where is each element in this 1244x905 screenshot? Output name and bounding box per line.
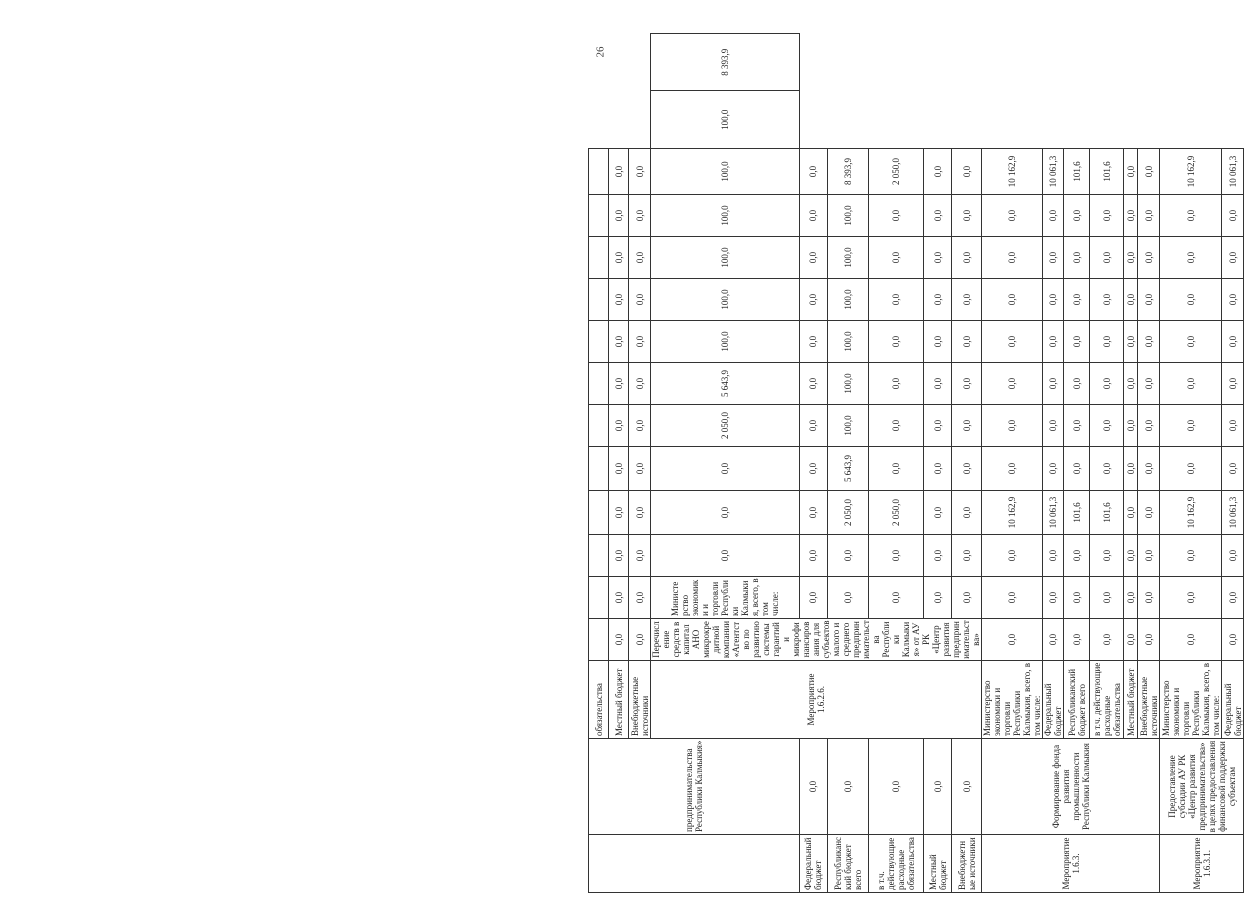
table-cell: 100,0 <box>827 195 869 237</box>
table-cell: 0,0 <box>952 491 982 535</box>
table-cell: 0,0 <box>1043 619 1064 661</box>
table-row <box>924 34 952 893</box>
table-cell: 0,0 <box>869 405 924 447</box>
table-cell: 0,0 <box>869 535 924 577</box>
table-cell: 0,0 <box>924 237 952 279</box>
table-cell: 8 393,9 <box>827 149 869 195</box>
table-cell: 0,0 <box>1124 363 1138 405</box>
table-row <box>982 34 1043 893</box>
table-cell: 0,0 <box>1160 447 1222 491</box>
table-cell: 0,0 <box>1222 363 1244 405</box>
table-cell: 0,0 <box>869 739 924 835</box>
table-cell: 0,0 <box>827 577 869 619</box>
table-cell: 0,0 <box>1043 195 1064 237</box>
table-cell: 0,0 <box>1138 237 1160 279</box>
table-cell: 0,0 <box>869 363 924 405</box>
table-cell: 0,0 <box>1043 321 1064 363</box>
table-cell: 0,0 <box>1138 195 1160 237</box>
table-cell: 0,0 <box>1124 619 1138 661</box>
table-cell: 0,0 <box>1138 279 1160 321</box>
table-cell: 101,6 <box>1064 149 1090 195</box>
table-cell: 0,0 <box>799 363 827 405</box>
table-cell: 10 162,9 <box>1160 491 1222 535</box>
table-cell: 101,6 <box>1064 491 1090 535</box>
table-cell: Местный бюджет <box>924 835 952 893</box>
table-cell: 0,0 <box>629 405 651 447</box>
table-cell: обязательства <box>589 661 609 739</box>
table-cell: 0,0 <box>1124 195 1138 237</box>
table-cell: 0,0 <box>609 321 629 363</box>
table-cell: 0,0 <box>1222 237 1244 279</box>
table-cell: 100,0 <box>651 279 800 321</box>
table-cell: 10 061,3 <box>1043 491 1064 535</box>
table-cell: 2 050,0 <box>869 149 924 195</box>
table-cell: 10 061,3 <box>1222 149 1244 195</box>
table-cell: 0,0 <box>869 577 924 619</box>
table-cell: 0,0 <box>1160 535 1222 577</box>
table-cell: 0,0 <box>1160 237 1222 279</box>
table-cell: 0,0 <box>1138 363 1160 405</box>
table-cell: 0,0 <box>799 739 827 835</box>
table-cell: 0,0 <box>1160 405 1222 447</box>
table-cell: 0,0 <box>609 237 629 279</box>
table-cell: 100,0 <box>651 237 800 279</box>
table-cell <box>589 321 609 363</box>
table-cell: 0,0 <box>1064 577 1090 619</box>
table-cell: 0,0 <box>924 405 952 447</box>
table-cell: 0,0 <box>651 447 800 491</box>
table-cell: Местный бюджет <box>609 661 629 739</box>
table-cell: 0,0 <box>1043 405 1064 447</box>
table-cell: 100,0 <box>827 363 869 405</box>
table-cell: 0,0 <box>952 237 982 279</box>
table-cell: Федеральный бюджет <box>799 835 827 893</box>
table-cell: 0,0 <box>1090 577 1124 619</box>
table-cell: 0,0 <box>982 405 1043 447</box>
table-cell: 0,0 <box>629 279 651 321</box>
table-cell: 10 162,9 <box>982 149 1043 195</box>
table-cell: 0,0 <box>1064 237 1090 279</box>
table-cell: 0,0 <box>1160 363 1222 405</box>
table-cell: 0,0 <box>799 237 827 279</box>
table-cell: 0,0 <box>1043 447 1064 491</box>
table-cell: 0,0 <box>952 279 982 321</box>
table-cell: Министерство экономики и торговли Республики Калмыкия, всего, в том числе: <box>651 577 800 619</box>
budget-table <box>588 33 1244 893</box>
table-cell: 2 050,0 <box>869 491 924 535</box>
table-cell: 0,0 <box>799 321 827 363</box>
table-cell: 0,0 <box>799 279 827 321</box>
table-cell <box>589 237 609 279</box>
table-row <box>869 34 924 893</box>
table-cell: 0,0 <box>1222 321 1244 363</box>
table-cell <box>589 149 609 195</box>
table-cell: Предоставление субсидии АУ РК «Центр развития предпринимательства» в целях предоставления финансовой поддержки субъектам <box>1160 739 1244 835</box>
table-cell: 0,0 <box>1160 619 1222 661</box>
table-cell: 0,0 <box>952 195 982 237</box>
table-cell: 0,0 <box>1222 577 1244 619</box>
table-cell: 0,0 <box>982 535 1043 577</box>
table-cell: 0,0 <box>1124 577 1138 619</box>
table-row <box>589 34 609 893</box>
table-cell: 0,0 <box>629 321 651 363</box>
table-cell: 0,0 <box>1043 363 1064 405</box>
table-cell: Внебюджетные источники <box>1138 661 1160 739</box>
table-cell: 0,0 <box>924 363 952 405</box>
table-cell: 0,0 <box>924 739 952 835</box>
table-cell: 0,0 <box>982 619 1043 661</box>
table-cell: 0,0 <box>629 237 651 279</box>
table-cell <box>589 535 609 577</box>
table-cell: 0,0 <box>1138 447 1160 491</box>
table-cell: 0,0 <box>1064 195 1090 237</box>
table-cell: Министерство экономики и торговли Республики Калмыкия, всего, в том числе: <box>982 661 1043 739</box>
table-cell: 5 643,9 <box>827 447 869 491</box>
table-cell: 0,0 <box>924 321 952 363</box>
page-number: 26 <box>594 46 607 58</box>
table-cell: 0,0 <box>1090 279 1124 321</box>
table-cell: 0,0 <box>982 447 1043 491</box>
table-cell: в т.ч. действующие расходные обязательства <box>869 835 924 893</box>
table-cell: 0,0 <box>609 195 629 237</box>
table-cell: 0,0 <box>1138 577 1160 619</box>
table-cell: 0,0 <box>869 321 924 363</box>
table-cell: 0,0 <box>1090 321 1124 363</box>
table-cell: 0,0 <box>952 447 982 491</box>
rotated-sheet <box>588 33 1243 893</box>
table-cell: 0,0 <box>827 535 869 577</box>
table-cell: 0,0 <box>924 491 952 535</box>
table-cell: 0,0 <box>1124 447 1138 491</box>
table-cell: 101,6 <box>1090 491 1124 535</box>
table-cell: 0,0 <box>982 321 1043 363</box>
table-cell: 0,0 <box>924 149 952 195</box>
table-row <box>952 34 982 893</box>
table-cell: 0,0 <box>1124 149 1138 195</box>
table-cell: 0,0 <box>1124 279 1138 321</box>
table-cell: 0,0 <box>982 363 1043 405</box>
table-cell: 0,0 <box>952 363 982 405</box>
table-cell: Республиканский бюджет всего <box>827 835 869 893</box>
table-cell: 100,0 <box>827 405 869 447</box>
table-cell: Мероприятие 1.6.2.6. <box>651 661 982 739</box>
table-cell <box>589 491 609 535</box>
table-cell: 0,0 <box>1043 237 1064 279</box>
table-cell: 10 061,3 <box>1222 491 1244 535</box>
table-cell: 0,0 <box>1090 363 1124 405</box>
table-cell: 0,0 <box>651 491 800 535</box>
table-cell: 0,0 <box>609 149 629 195</box>
table-row <box>799 34 827 893</box>
table-cell: 0,0 <box>799 447 827 491</box>
table-cell: 0,0 <box>1124 321 1138 363</box>
table-cell <box>589 363 609 405</box>
table-cell: 8 393,9 <box>651 34 800 92</box>
table-cell: 0,0 <box>1222 279 1244 321</box>
table-cell: 0,0 <box>1124 491 1138 535</box>
table-cell: 0,0 <box>869 237 924 279</box>
table-cell: 0,0 <box>1043 577 1064 619</box>
table-cell: 0,0 <box>609 577 629 619</box>
table-cell: Мероприятие 1.6.3.1. <box>1160 835 1244 893</box>
table-cell <box>589 447 609 491</box>
table-cell: 0,0 <box>1090 535 1124 577</box>
table-cell: 0,0 <box>609 405 629 447</box>
table-cell: 0,0 <box>827 739 869 835</box>
table-cell: 0,0 <box>982 279 1043 321</box>
table-cell: предпринимательства Республики Калмыкия» <box>589 739 800 835</box>
table-cell: 0,0 <box>1160 279 1222 321</box>
table-cell: 0,0 <box>924 535 952 577</box>
table-cell: 0,0 <box>869 279 924 321</box>
table-cell: 0,0 <box>982 195 1043 237</box>
table-cell: 0,0 <box>609 279 629 321</box>
table-cell: 0,0 <box>982 577 1043 619</box>
table-cell: 0,0 <box>799 149 827 195</box>
table-cell <box>589 577 609 619</box>
table-cell: 0,0 <box>799 535 827 577</box>
table-cell: 0,0 <box>1064 405 1090 447</box>
table-cell: 0,0 <box>1138 535 1160 577</box>
table-cell: 0,0 <box>1138 491 1160 535</box>
table-cell: 0,0 <box>952 149 982 195</box>
table-cell: Перечисление средств в капитал АНО микрокредитной компании «Агентство по развитию системы гарантий и микрофинансирования для субъектов малого и среднего предпринимательства Республики Калмыкия» от АУ РК «Центр развития предпринимательства» <box>651 620 981 659</box>
table-cell: 0,0 <box>1090 195 1124 237</box>
table-cell: 0,0 <box>1090 237 1124 279</box>
table-cell: 0,0 <box>1124 535 1138 577</box>
table-cell: 0,0 <box>799 195 827 237</box>
table-cell: 0,0 <box>799 405 827 447</box>
table-cell: 0,0 <box>609 363 629 405</box>
table-cell <box>589 619 609 661</box>
table-cell: 0,0 <box>924 447 952 491</box>
table-cell: 0,0 <box>629 149 651 195</box>
table-cell: Внебюджетные источники <box>629 661 651 739</box>
table-cell: 0,0 <box>1064 363 1090 405</box>
table-cell: 0,0 <box>952 405 982 447</box>
table-cell: 100,0 <box>651 149 800 195</box>
table-cell: 0,0 <box>629 195 651 237</box>
table-cell: Федеральный бюджет <box>1222 661 1244 739</box>
table-cell: 0,0 <box>1138 619 1160 661</box>
table-cell: 0,0 <box>1124 237 1138 279</box>
table-cell: 100,0 <box>827 237 869 279</box>
table-cell: 0,0 <box>1064 279 1090 321</box>
table-cell: 0,0 <box>1138 149 1160 195</box>
table-cell: 0,0 <box>1064 447 1090 491</box>
table-cell: 0,0 <box>1222 447 1244 491</box>
table-cell: 100,0 <box>827 321 869 363</box>
table-cell: 100,0 <box>651 195 800 237</box>
table-cell <box>589 279 609 321</box>
table-cell: 0,0 <box>869 447 924 491</box>
table-cell: 100,0 <box>827 279 869 321</box>
table-cell: 0,0 <box>924 195 952 237</box>
table-cell: 0,0 <box>1090 447 1124 491</box>
table-cell: 0,0 <box>1124 405 1138 447</box>
table-cell <box>589 835 800 893</box>
table-cell: Местный бюджет <box>1124 661 1138 739</box>
table-cell: 0,0 <box>629 447 651 491</box>
table-cell: 0,0 <box>1138 321 1160 363</box>
table-cell: 0,0 <box>1090 619 1124 661</box>
table-cell: 0,0 <box>982 237 1043 279</box>
table-cell: 0,0 <box>799 491 827 535</box>
table-cell: 0,0 <box>1222 535 1244 577</box>
table-cell: 0,0 <box>952 577 982 619</box>
table-cell: 0,0 <box>1160 321 1222 363</box>
table-cell: 0,0 <box>869 195 924 237</box>
table-cell <box>589 405 609 447</box>
table-cell: в т.ч. действующие расходные обязательства <box>1090 661 1124 739</box>
table-cell: 2 050,0 <box>827 491 869 535</box>
table-cell: Внебюджетные источники <box>952 835 982 893</box>
table-cell: 10 162,9 <box>982 491 1043 535</box>
table-cell: 0,0 <box>1222 195 1244 237</box>
table-row <box>827 34 869 893</box>
table-cell: 10 162,9 <box>1160 149 1222 195</box>
table-cell: 0,0 <box>952 739 982 835</box>
table-cell: 0,0 <box>609 491 629 535</box>
table-cell: 0,0 <box>1064 535 1090 577</box>
table-cell: 0,0 <box>1222 619 1244 661</box>
table-cell: 0,0 <box>629 577 651 619</box>
table-cell: 0,0 <box>629 491 651 535</box>
table-cell: Формирование фонда развития промышленности Республики Калмыкия <box>982 739 1160 835</box>
table-cell: 0,0 <box>924 279 952 321</box>
table-cell: 100,0 <box>651 321 800 363</box>
table-cell: Министерство экономики и торговли Республики Калмыкия, всего, в том числе: <box>1160 661 1222 739</box>
table-cell: Мероприятие 1.6.3. <box>982 835 1160 893</box>
table-cell: Федеральный бюджет <box>1043 661 1064 739</box>
table-cell: 101,6 <box>1090 149 1124 195</box>
table-cell <box>589 195 609 237</box>
table-cell: 0,0 <box>1064 321 1090 363</box>
table-cell: 0,0 <box>1222 405 1244 447</box>
table-cell: 0,0 <box>924 577 952 619</box>
table-cell: Республиканский бюджет всего <box>1064 661 1090 739</box>
table-cell: 0,0 <box>609 619 629 661</box>
table-cell: 5 643,9 <box>651 363 800 405</box>
table-cell: 0,0 <box>1043 279 1064 321</box>
table-cell: 0,0 <box>1064 619 1090 661</box>
table-body <box>589 34 1244 893</box>
table-cell: 0,0 <box>651 535 800 577</box>
table-cell: 0,0 <box>1090 405 1124 447</box>
table-cell: 0,0 <box>952 535 982 577</box>
table-cell: 0,0 <box>609 535 629 577</box>
table-cell: 2 050,0 <box>651 405 800 447</box>
table-cell: 0,0 <box>1138 405 1160 447</box>
table-cell: 0,0 <box>1160 577 1222 619</box>
table-row <box>1160 34 1222 893</box>
table-cell: 10 061,3 <box>1043 149 1064 195</box>
table-cell: 0,0 <box>952 321 982 363</box>
table-cell: 0,0 <box>799 577 827 619</box>
table-cell: 0,0 <box>1043 535 1064 577</box>
table-cell: 0,0 <box>609 447 629 491</box>
table-cell: 0,0 <box>629 535 651 577</box>
table-cell: 0,0 <box>629 363 651 405</box>
table-cell: 0,0 <box>629 619 651 661</box>
table-cell: 0,0 <box>1160 195 1222 237</box>
table-cell: 100,0 <box>651 91 800 149</box>
